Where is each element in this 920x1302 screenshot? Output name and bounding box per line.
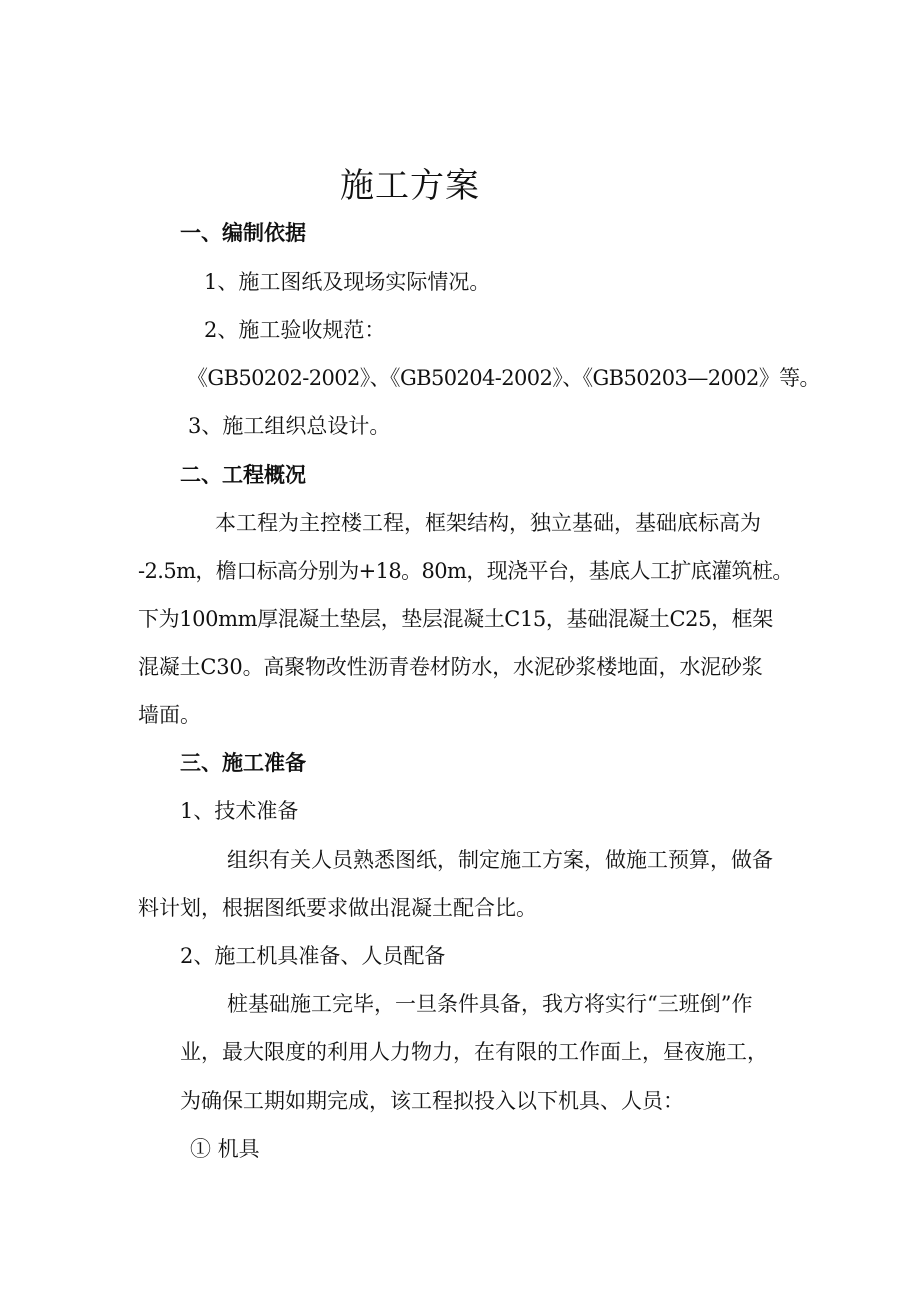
equipment-line-3: 为确保工期如期完成，该工程拟投入以下机具、人员：	[180, 1089, 684, 1113]
equipment-line-2: 业，最大限度的利用人力物力，在有限的工作面上，昼夜施工，	[180, 1040, 768, 1064]
subsection-heading-equipment: 2、施工机具准备、人员配备	[180, 944, 446, 968]
basis-item-2: 2、施工验收规范：	[204, 318, 386, 342]
section-heading-overview: 二、工程概况	[180, 463, 306, 487]
overview-line-5: 墙面。	[138, 703, 201, 727]
technical-line-1: 组织有关人员熟悉图纸，制定施工方案，做施工预算，做备	[227, 848, 773, 872]
document-title: 施工方案	[340, 166, 480, 206]
basis-item-1: 1、施工图纸及现场实际情况。	[204, 270, 491, 294]
section-heading-preparation: 三、施工准备	[180, 751, 306, 775]
basis-item-3: 3、施工组织总设计。	[188, 414, 391, 438]
list-item-machinery: ① 机具	[190, 1137, 260, 1161]
overview-line-1: 本工程为主控楼工程，框架结构，独立基础，基础底标高为	[215, 511, 761, 535]
overview-line-3: 下为100mm厚混凝土垫层，垫层混凝土C15，基础混凝土C25，框架	[138, 607, 773, 631]
basis-standards-line: 《GB50202-2002》、《GB50204-2002》、《GB50203—2002》等。	[187, 366, 820, 390]
equipment-line-1: 桩基础施工完毕，一旦条件具备，我方将实行“三班倒”作	[227, 992, 753, 1016]
technical-line-2: 料计划，根据图纸要求做出混凝土配合比。	[138, 896, 537, 920]
section-heading-basis: 一、编制依据	[180, 221, 306, 245]
overview-line-4: 混凝土C30。高聚物改性沥青卷材防水，水泥砂浆楼地面，水泥砂浆	[138, 655, 763, 679]
overview-line-2: -2.5m，檐口标高分别为+18。80m，现浇平台，基底人工扩底灌筑桩。	[138, 559, 793, 583]
subsection-heading-technical: 1、技术准备	[180, 799, 299, 823]
